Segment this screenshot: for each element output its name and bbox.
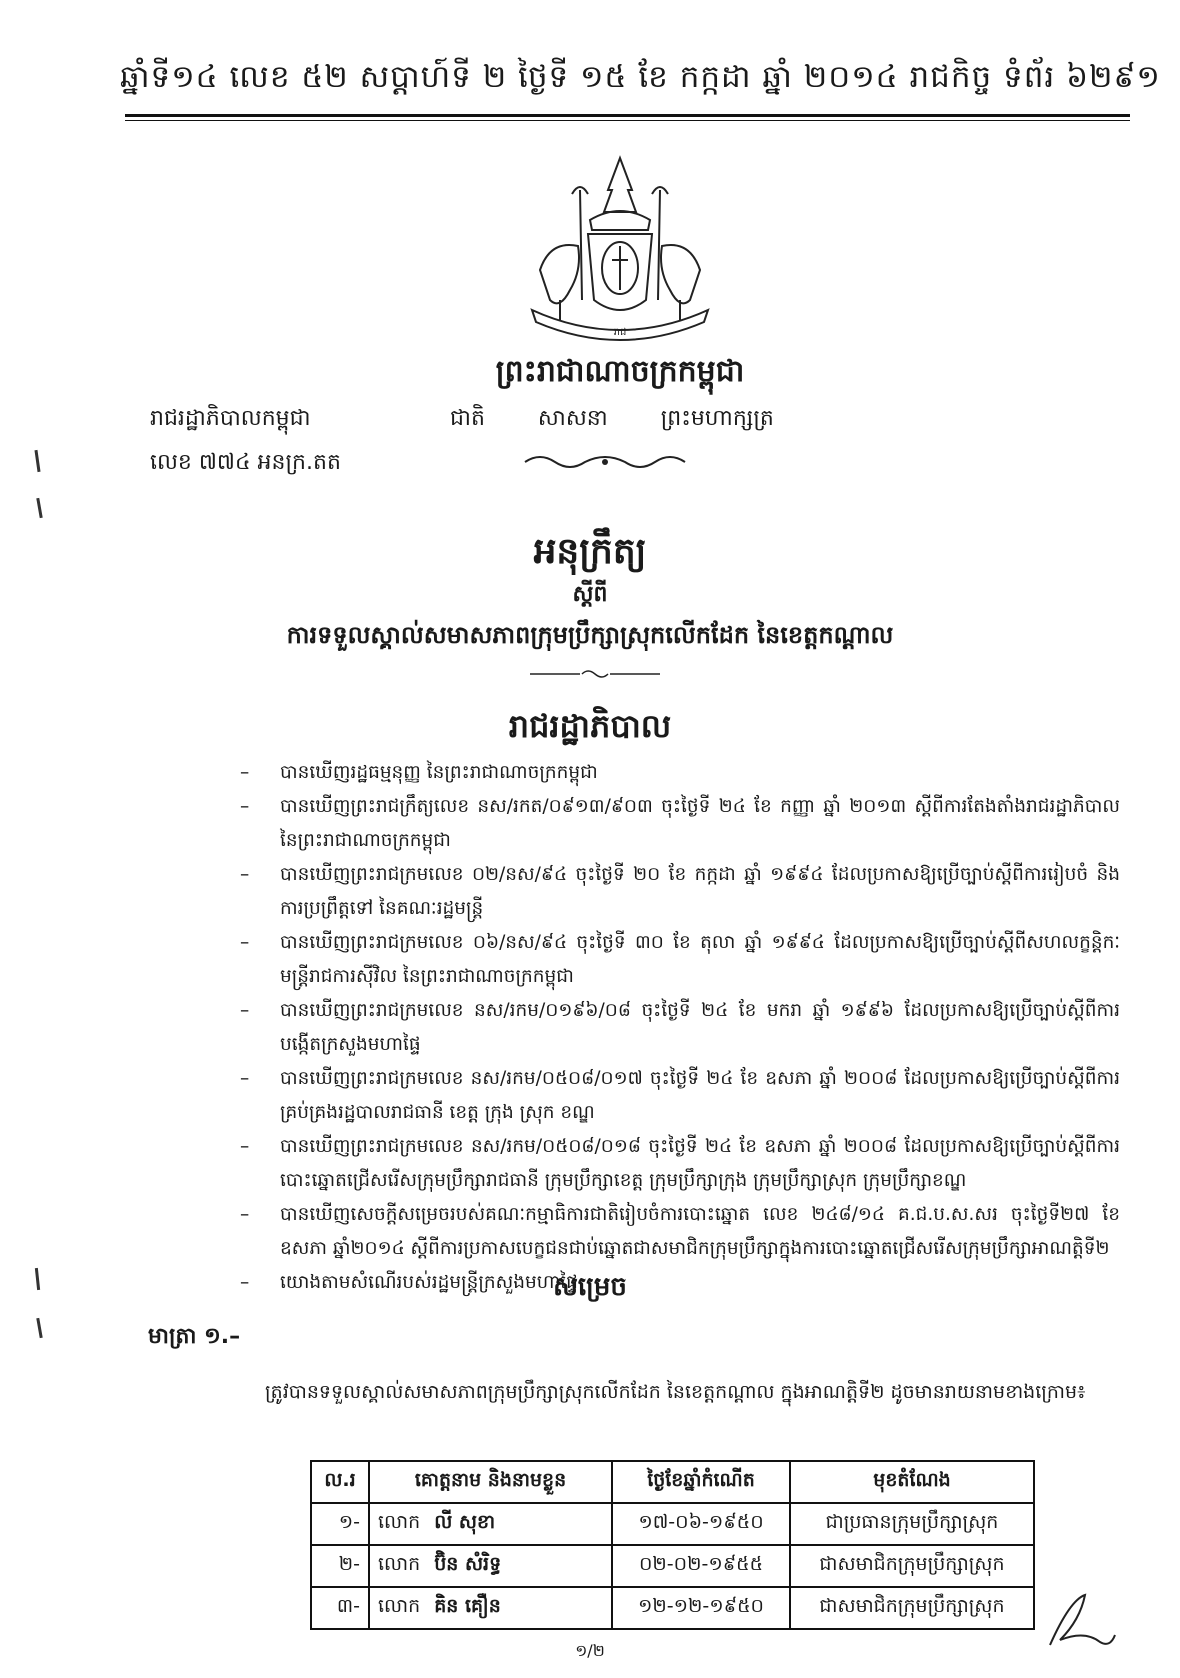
members-table bbox=[310, 1460, 1035, 1630]
clause-text: បានឃើញព្រះរាជក្រឹត្យលេខ នស/រកត/០៩១៣/៩០៣ ចុះថ្ងៃទី ២៤ ខែ កញ្ញា ឆ្នាំ ២០១៣ ស្ដីពីការតែងតាំងរាជរដ្ឋាភិបាល នៃព្រះរាជាណាចក្រកម្ពុជា bbox=[280, 796, 1120, 851]
col-header-no: ល.រ bbox=[311, 1461, 369, 1503]
gazette-header: ឆ្នាំទី១៤ លេខ ៥២ សប្ដាហ៍ទី ២ ថ្ងៃទី ១៥ ខែ កក្កដា ឆ្នាំ ២០១៤ រាជកិច្ច ទំព័រ ៦២៩១ bbox=[120, 59, 1161, 95]
table-row bbox=[311, 1503, 1034, 1545]
clause-item bbox=[240, 994, 1120, 1062]
position: ជាសមាជិកក្រុមប្រឹក្សាស្រុក bbox=[790, 1545, 1034, 1587]
page-number: ១/២ bbox=[575, 1641, 605, 1660]
margin-mark bbox=[36, 498, 42, 518]
clause-text: បានឃើញព្រះរាជក្រមលេខ ០៦/នស/៩៤ ចុះថ្ងៃទី ៣០ ខែ តុលា ឆ្នាំ ១៩៩៤ ដែលប្រកាសឱ្យប្រើច្បាប់ស្ដីពីសហលក្ខន្តិកៈមន្ត្រីរាជការស៊ីវិល នៃព្រះរាជាណាចក្រកម្ពុជា bbox=[280, 932, 1120, 987]
birth-date: ០២-០២-១៩៥៥ bbox=[612, 1545, 790, 1587]
subject-divider-icon bbox=[530, 668, 660, 680]
clause-text: បានឃើញព្រះរាជក្រមលេខ នស/រកម/០១៩៦/០៨ ចុះថ្ងៃទី ២៤ ខែ មករា ឆ្នាំ ១៩៩៦ ដែលប្រកាសឱ្យប្រើច្បាប់ស្ដីពីការបង្កើតក្រសួងមហាផ្ទៃ bbox=[280, 1000, 1120, 1055]
clause-dash: – bbox=[240, 1272, 250, 1293]
concerning-label: ស្ដីពី bbox=[572, 582, 608, 607]
col-header-dob: ថ្ងៃខែឆ្នាំកំណើត bbox=[612, 1461, 790, 1503]
row-number: ៣- bbox=[311, 1587, 369, 1629]
member-name: គិន គឿន bbox=[434, 1595, 501, 1617]
clause-text: យោងតាមសំណើរបស់រដ្ឋមន្ត្រីក្រសួងមហាផ្ទៃ bbox=[280, 1272, 578, 1293]
clause-dash: – bbox=[240, 1204, 250, 1225]
document-type: អនុក្រឹត្យ bbox=[533, 531, 647, 572]
kingdom-title: ព្រះរាជាណាចក្រកម្ពុជា bbox=[495, 354, 745, 389]
authority-heading: រាជរដ្ឋាភិបាល bbox=[508, 707, 672, 745]
royal-coat-of-arms-icon bbox=[520, 150, 720, 350]
position: ជាសមាជិកក្រុមប្រឹក្សាស្រុក bbox=[790, 1587, 1034, 1629]
header-rule-thin bbox=[125, 120, 1130, 121]
margin-mark bbox=[35, 1268, 40, 1290]
preamble-clauses bbox=[240, 756, 1120, 1300]
national-motto bbox=[450, 404, 774, 436]
clause-dash: – bbox=[240, 1000, 250, 1021]
clause-dash: – bbox=[240, 864, 250, 885]
motto-nation: ជាតិ bbox=[450, 406, 485, 431]
honorific: លោក bbox=[378, 1595, 421, 1617]
issuer-name: រាជរដ្ឋាភិបាលកម្ពុជា bbox=[150, 406, 311, 431]
table-row bbox=[311, 1587, 1034, 1629]
honorific: លោក bbox=[378, 1511, 421, 1533]
table-row bbox=[311, 1545, 1034, 1587]
table-header-row bbox=[311, 1461, 1034, 1503]
row-number: ១- bbox=[311, 1503, 369, 1545]
motto-king: ព្រះមហាក្សត្រ bbox=[660, 406, 774, 431]
clause-item bbox=[240, 1130, 1120, 1198]
margin-mark bbox=[36, 1318, 42, 1338]
clause-item bbox=[240, 926, 1120, 994]
motto-religion: សាសនា bbox=[537, 406, 608, 431]
member-name-cell bbox=[369, 1587, 612, 1629]
position: ជាប្រធានក្រុមប្រឹក្សាស្រុក bbox=[790, 1503, 1034, 1545]
member-name: ប៊ិន សំរិទ្ធ bbox=[434, 1553, 502, 1575]
clause-text: បានឃើញព្រះរាជក្រមលេខ នស/រកម/០៥០៨/០១៧ ចុះថ្ងៃទី ២៤ ខែ ឧសភា ឆ្នាំ ២០០៨ ដែលប្រកាសឱ្យប្រើច្បាប់ស្ដីពីការគ្រប់គ្រងរដ្ឋបាលរាជធានី ខេត្ត ក្រុង ស្រុក ខណ្ឌ bbox=[280, 1068, 1120, 1123]
member-name: លី សុខា bbox=[434, 1511, 496, 1533]
initial-signature-icon bbox=[1040, 1590, 1120, 1650]
row-number: ២- bbox=[311, 1545, 369, 1587]
clause-item bbox=[240, 1198, 1120, 1266]
birth-date: ១៧-០៦-១៩៥០ bbox=[612, 1503, 790, 1545]
article-body: ត្រូវបានទទួលស្គាល់សមាសភាពក្រុមប្រឹក្សាស្រុកលើកដែក នៃខេត្តកណ្ដាល ក្នុងអាណត្តិទី២ ដូចមានរាយនាមខាងក្រោម៖ bbox=[265, 1381, 1086, 1403]
clause-dash: – bbox=[240, 932, 250, 953]
clause-item bbox=[240, 858, 1120, 926]
col-header-name: គោត្តនាម និងនាមខ្លួន bbox=[369, 1461, 612, 1503]
clause-dash: – bbox=[240, 796, 250, 817]
clause-item bbox=[240, 1062, 1120, 1130]
clause-item bbox=[240, 756, 1120, 790]
clause-dash: – bbox=[240, 1068, 250, 1089]
emblem-banner: រាជ bbox=[613, 327, 627, 338]
article-label: មាត្រា ១.– bbox=[148, 1324, 241, 1349]
clause-text: បានឃើញព្រះរាជក្រមលេខ ០២/នស/៩៤ ចុះថ្ងៃទី ២០ ខែ កក្កដា ឆ្នាំ ១៩៩៤ ដែលប្រកាសឱ្យប្រើច្បាប់ស្ដីពីការរៀបចំ និងការប្រព្រឹត្តទៅ នៃគណៈរដ្ឋមន្ត្រី bbox=[280, 864, 1120, 919]
document-subject: ការទទួលស្គាល់សមាសភាពក្រុមប្រឹក្សាស្រុកលើកដែក នៃខេត្តកណ្ដាល bbox=[286, 621, 894, 649]
reference-number: លេខ ៧៧៤ អនក្រ.តត bbox=[150, 450, 341, 475]
header-rule bbox=[125, 114, 1130, 117]
clause-text: បានឃើញព្រះរាជក្រមលេខ នស/រកម/០៥០៨/០១៨ ចុះថ្ងៃទី ២៤ ខែ ឧសភា ឆ្នាំ ២០០៨ ដែលប្រកាសឱ្យប្រើច្បាប់ស្ដីពីការបោះឆ្នោតជ្រើសរើសក្រុមប្រឹក្សារាជធានី ក្រុមប្រឹក្សាខេត្ត ក្រុមប្រឹក្សាក្រុង ក្រុមប្រឹក្សាស្រុក ក្រុមប្រឹក្សាខណ្ឌ bbox=[280, 1136, 1120, 1191]
margin-mark bbox=[34, 450, 40, 472]
clause-item bbox=[240, 790, 1120, 858]
birth-date: ១២-១២-១៩៥០ bbox=[612, 1587, 790, 1629]
honorific: លោក bbox=[378, 1553, 421, 1575]
clause-text: បានឃើញសេចក្ដីសម្រេចរបស់គណៈកម្មាធិការជាតិរៀបចំការបោះឆ្នោត លេខ ២៤៨/១៤ គ.ជ.ប.ស.សរ ចុះថ្ងៃទី២៧ ខែឧសភា ឆ្នាំ២០១៤ ស្ដីពីការប្រកាសបេក្ខជនជាប់ឆ្នោតជាសមាជិកក្រុមប្រឹក្សាក្នុងការបោះឆ្នោតជ្រើសរើសក្រុមប្រឹក្សាអាណត្តិទី២ bbox=[280, 1204, 1121, 1259]
member-name-cell bbox=[369, 1503, 612, 1545]
clause-dash: – bbox=[240, 762, 250, 783]
clause-dash: – bbox=[240, 1136, 250, 1157]
clause-text: បានឃើញរដ្ឋធម្មនុញ្ញ នៃព្រះរាជាណាចក្រកម្ពុជា bbox=[280, 762, 598, 783]
member-name-cell bbox=[369, 1545, 612, 1587]
decides-heading: សម្រេច bbox=[553, 1272, 627, 1302]
ornament-divider-icon bbox=[520, 452, 690, 472]
col-header-position: មុខតំណែង bbox=[790, 1461, 1034, 1503]
